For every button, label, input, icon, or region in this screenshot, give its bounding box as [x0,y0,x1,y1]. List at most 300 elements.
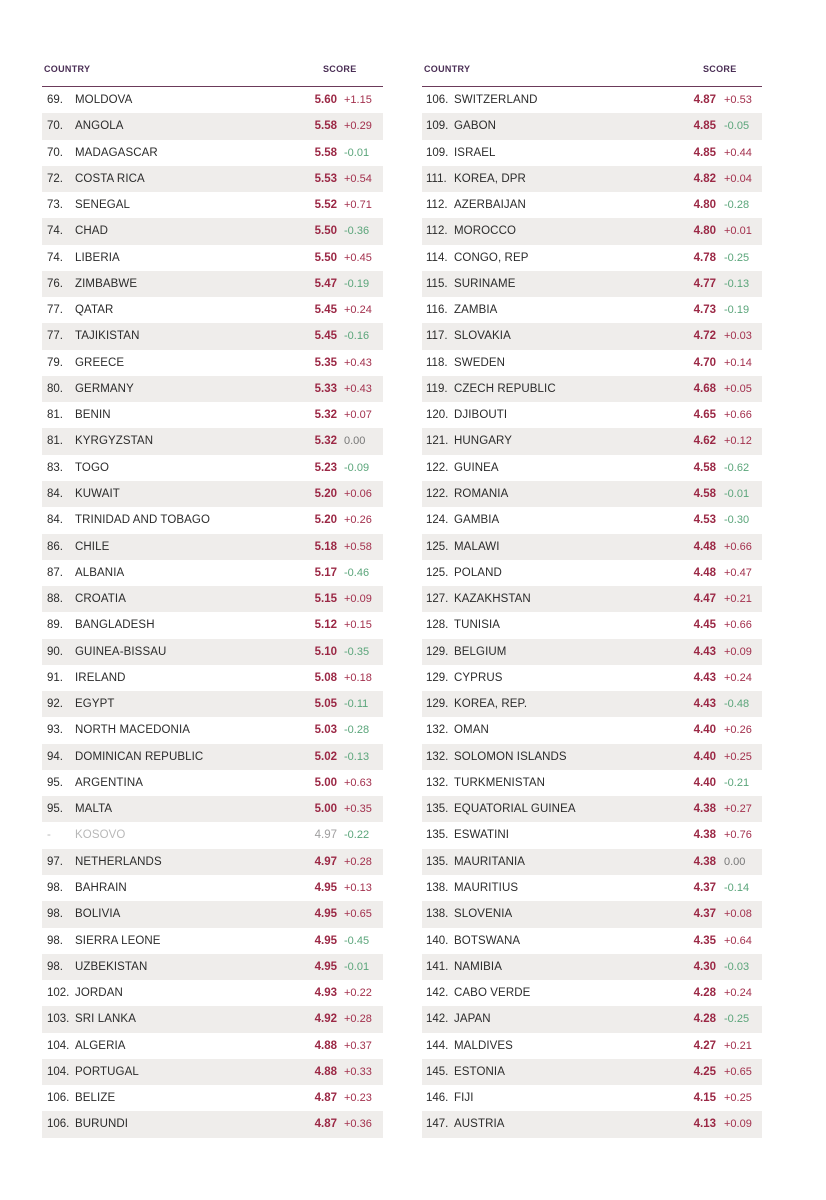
table-row [42,297,383,323]
country-name: BOLIVIA [75,908,121,921]
country-name: PORTUGAL [75,1065,139,1078]
rank-cell: 112. [426,199,448,212]
score-change: +0.25 [724,750,752,763]
country-name: AUSTRIA [454,1118,505,1131]
score-value: 4.28 [693,1013,716,1026]
score-change: +0.35 [344,803,372,816]
score-value: 5.23 [314,461,337,474]
table-row [422,481,762,507]
country-name: TURKMENISTAN [454,776,546,789]
score-change: +0.13 [344,881,372,894]
rank-cell: 138. [426,908,449,921]
table-row [42,271,383,297]
country-name: SLOVENIA [454,908,513,921]
rank-cell: 102. [47,987,70,1000]
table-row [42,192,383,218]
rank-cell: 77. [47,304,63,317]
score-value: 4.80 [693,225,716,238]
score-change: +0.36 [344,1118,372,1131]
score-value: 4.73 [693,304,716,317]
score-value: 5.08 [314,671,337,684]
score-value: 4.40 [693,724,716,737]
score-change: +0.65 [724,1065,752,1078]
score-value: 4.35 [693,934,716,947]
rank-cell: 144. [426,1039,449,1052]
table-row [42,849,383,875]
table-row [422,402,762,428]
country-name: KAZAKHSTAN [454,593,531,606]
table-row [422,586,762,612]
table-row [42,376,383,402]
score-change: +0.28 [344,1013,372,1026]
table-row [42,901,383,927]
table-row [42,507,383,533]
score-value: 4.38 [693,803,716,816]
score-change: +0.28 [344,855,372,868]
rank-cell: 91. [47,671,63,684]
score-change: 0.00 [344,435,366,448]
country-name: DJIBOUTI [454,409,508,422]
score-change: -0.21 [724,776,750,789]
table-row [42,928,383,954]
score-change: -0.03 [724,960,750,973]
score-change: +0.03 [724,330,752,343]
rank-cell: 132. [426,724,449,737]
table-row [422,192,762,218]
country-name: KOREA, REP. [454,698,528,711]
ranking-column-left [42,60,383,1138]
score-value: 5.15 [314,593,337,606]
score-value: 5.00 [314,803,337,816]
score-change: -0.35 [344,645,370,658]
table-row [422,534,762,560]
score-change: +0.08 [724,908,752,921]
table-row [42,166,383,192]
rank-cell: 87. [47,566,63,579]
rank-cell: 142. [426,987,449,1000]
country-name: SRI LANKA [75,1013,136,1026]
table-row [422,717,762,743]
country-name: KOREA, DPR [454,172,526,185]
table-row [42,1111,383,1137]
table-row [422,560,762,586]
rank-cell: 116. [426,304,448,317]
country-name: CHILE [75,540,110,553]
table-row [422,218,762,244]
rank-cell: 74. [47,251,63,264]
table-row [422,1006,762,1032]
country-name: ESTONIA [454,1065,505,1078]
score-change: +0.63 [344,776,372,789]
score-value: 5.02 [314,750,337,763]
rank-cell: 122. [426,487,449,500]
score-value: 4.85 [693,146,716,159]
country-name: NORTH MACEDONIA [75,724,191,737]
score-change: +0.37 [344,1039,372,1052]
rank-cell: 88. [47,593,63,606]
table-row [422,507,762,533]
score-value: 5.45 [314,304,337,317]
score-value: 4.15 [693,1092,716,1105]
score-value: 4.37 [693,908,716,921]
rank-cell: 98. [47,960,63,973]
rank-cell: 135. [426,829,449,842]
table-row [422,796,762,822]
score-value: 5.32 [314,409,337,422]
country-name: GABON [454,120,497,133]
rank-cell: 129. [426,698,449,711]
rank-cell: 140. [426,934,449,947]
score-value: 5.35 [314,356,337,369]
score-value: 4.78 [693,251,716,264]
country-name: TOGO [75,461,110,474]
rank-cell: 145. [426,1065,449,1078]
table-row [422,455,762,481]
rank-cell: 104. [47,1039,70,1052]
score-value: 4.77 [693,277,716,290]
score-value: 5.32 [314,435,337,448]
score-value: 4.25 [693,1065,716,1078]
score-value: 4.93 [314,987,337,1000]
score-value: 5.53 [314,172,337,185]
score-value: 4.65 [693,409,716,422]
score-value: 4.27 [693,1039,716,1052]
ranking-list-right [422,87,762,1138]
rank-cell: 72. [47,172,63,185]
rank-cell: 115. [426,277,448,290]
country-name: MOROCCO [454,225,517,238]
country-name: SIERRA LEONE [75,934,161,947]
country-name: AZERBAIJAN [454,199,526,212]
score-change: -0.30 [724,514,750,527]
rank-cell: 135. [426,803,449,816]
country-name: COSTA RICA [75,172,145,185]
score-value: 4.13 [693,1118,716,1131]
rank-cell: 92. [47,698,63,711]
table-row [422,770,762,796]
rank-cell: 104. [47,1065,70,1078]
score-change: +0.15 [344,619,372,632]
score-value: 4.95 [314,934,337,947]
score-value: 5.60 [314,94,337,106]
score-change: -0.46 [344,566,370,579]
score-change: -0.28 [344,724,370,737]
score-change: -0.16 [344,330,370,343]
score-change: +0.66 [724,619,752,632]
rank-cell: 111. [426,172,447,185]
score-value: 4.38 [693,855,716,868]
country-name: DOMINICAN REPUBLIC [75,750,204,763]
score-change: +0.76 [724,829,752,842]
country-name: QATAR [75,304,114,317]
table-row [422,1111,762,1137]
table-row [422,323,762,349]
country-name: UZBEKISTAN [75,960,148,973]
score-value: 4.70 [693,356,716,369]
rank-cell: 119. [426,382,448,395]
country-name: MALTA [75,803,113,816]
score-value: 4.38 [693,829,716,842]
score-change: +0.44 [724,146,752,159]
country-name: IRELAND [75,671,126,684]
table-row [42,744,383,770]
country-name: EGYPT [75,698,115,711]
rank-cell: 129. [426,645,449,658]
score-change: -0.13 [724,277,750,290]
country-name: NAMIBIA [454,960,502,973]
country-name: ALBANIA [75,566,125,579]
score-change: +0.09 [724,1118,752,1131]
score-value: 4.62 [693,435,716,448]
country-name: CABO VERDE [454,987,531,1000]
score-change: +0.29 [344,120,372,133]
score-change: -0.25 [724,1013,750,1026]
score-change: -0.01 [344,960,370,973]
score-change: +0.14 [724,356,752,369]
country-name: BELIZE [75,1092,116,1105]
score-value: 5.33 [314,382,337,395]
score-column-header: SCORE [703,64,737,74]
table-row [42,560,383,586]
rank-cell: 84. [47,514,63,527]
country-name: ROMANIA [454,487,509,500]
score-value: 5.10 [314,645,337,658]
score-change: +0.64 [724,934,752,947]
score-value: 5.20 [314,514,337,527]
score-change: +0.43 [344,382,372,395]
country-name: CONGO, REP [454,251,529,264]
table-row [422,1059,762,1085]
score-value: 4.48 [693,540,716,553]
score-change: +0.05 [724,382,752,395]
score-value: 4.43 [693,671,716,684]
country-name: CHAD [75,225,108,238]
table-row [42,770,383,796]
country-name: HUNGARY [454,435,512,448]
score-value: 4.87 [314,1118,337,1131]
score-value: 4.80 [693,199,716,212]
table-row [422,875,762,901]
score-value: 4.47 [693,593,716,606]
rank-cell: 97. [47,855,63,868]
score-change: -0.62 [724,461,750,474]
country-name: MOLDOVA [75,94,133,106]
rank-cell: 117. [426,330,448,343]
rank-cell: 127. [426,593,449,606]
score-value: 4.95 [314,908,337,921]
score-change: +0.12 [724,435,752,448]
country-name: GAMBIA [454,514,500,527]
country-name: JAPAN [454,1013,491,1026]
score-change: -0.36 [344,225,370,238]
rank-cell: 94. [47,750,63,763]
score-value: 4.95 [314,881,337,894]
score-change: +0.53 [724,94,752,106]
score-change: +0.43 [344,356,372,369]
score-change: +0.66 [724,409,752,422]
country-name: CYPRUS [454,671,503,684]
score-value: 5.20 [314,487,337,500]
rank-cell: 70. [47,120,63,133]
country-name: MAURITANIA [454,855,526,868]
table-row [422,744,762,770]
score-value: 4.97 [314,855,337,868]
country-name: MADAGASCAR [75,146,158,159]
score-value: 5.58 [314,146,337,159]
score-change: +0.24 [344,304,372,317]
table-row [42,1006,383,1032]
score-change: +0.04 [724,172,752,185]
rank-cell: 106. [47,1118,70,1131]
rank-cell: 69. [47,94,63,106]
rank-cell: 124. [426,514,449,527]
score-change: +0.47 [724,566,752,579]
rank-cell: 98. [47,908,63,921]
country-name: MALAWI [454,540,500,553]
rank-cell: 135. [426,855,449,868]
score-change: -0.25 [724,251,750,264]
rank-cell: 77. [47,330,63,343]
table-row [42,717,383,743]
score-value: 4.58 [693,487,716,500]
score-value: 5.05 [314,698,337,711]
score-change: +0.23 [344,1092,372,1105]
table-row [422,901,762,927]
country-name: KOSOVO [75,829,126,842]
score-value: 4.82 [693,172,716,185]
country-name: SWITZERLAND [454,94,538,106]
rank-cell: - [47,829,51,842]
rank-cell: 76. [47,277,63,290]
country-name: MALDIVES [454,1039,513,1052]
table-row [42,218,383,244]
table-row [422,140,762,166]
country-name: SURINAME [454,277,516,290]
country-name: ARGENTINA [75,776,143,789]
table-row [422,691,762,717]
rank-cell: 141. [426,960,449,973]
country-column-header: COUNTRY [44,64,91,74]
ranking-column-right [422,60,762,1138]
score-change: +0.26 [344,514,372,527]
country-name: ISRAEL [454,146,496,159]
country-name: LIBERIA [75,251,120,264]
table-row [42,87,383,113]
score-value: 5.45 [314,330,337,343]
table-row [42,954,383,980]
score-change: +0.65 [344,908,372,921]
table-row [422,665,762,691]
rank-cell: 79. [47,356,63,369]
rank-cell: 106. [47,1092,70,1105]
score-change: +0.26 [724,724,752,737]
score-column-header: SCORE [323,64,357,74]
score-change: -0.05 [724,120,750,133]
country-name: MAURITIUS [454,881,519,894]
table-row [42,455,383,481]
score-change: +0.54 [344,172,372,185]
country-name: SOLOMON ISLANDS [454,750,567,763]
score-change: -0.13 [344,750,370,763]
table-row [422,297,762,323]
rank-cell: 146. [426,1092,449,1105]
rank-cell: 90. [47,645,63,658]
rank-cell: 106. [426,94,449,106]
rank-cell: 95. [47,776,63,789]
country-name: EQUATORIAL GUINEA [454,803,576,816]
score-value: 5.58 [314,120,337,133]
score-change: +0.07 [344,409,372,422]
score-change: +0.06 [344,487,372,500]
rank-cell: 132. [426,750,449,763]
country-name: GERMANY [75,382,134,395]
score-value: 4.48 [693,566,716,579]
table-row [42,481,383,507]
country-name: ZAMBIA [454,304,498,317]
rank-cell: 74. [47,225,63,238]
table-row [422,639,762,665]
score-value: 5.50 [314,225,337,238]
score-value: 4.95 [314,960,337,973]
table-header [42,60,383,87]
table-row [42,323,383,349]
score-change: +0.27 [724,803,752,816]
score-change: 0.00 [724,855,746,868]
score-value: 4.53 [693,514,716,527]
rank-cell: 129. [426,671,449,684]
country-name: NETHERLANDS [75,855,162,868]
table-row [422,376,762,402]
score-change: +0.09 [344,593,372,606]
score-change: +0.22 [344,987,372,1000]
score-change: -0.28 [724,199,750,212]
country-name: BENIN [75,409,111,422]
rank-cell: 109. [426,120,449,133]
score-change: +0.09 [724,645,752,658]
score-change: +0.71 [344,199,372,212]
score-change: -0.09 [344,461,370,474]
country-name: BOTSWANA [454,934,521,947]
table-row [422,87,762,113]
score-change: +0.21 [724,593,752,606]
country-name: BANGLADESH [75,619,155,632]
rank-cell: 98. [47,881,63,894]
rank-cell: 128. [426,619,449,632]
score-change: +0.33 [344,1065,372,1078]
score-value: 5.18 [314,540,337,553]
table-row [422,350,762,376]
rank-cell: 89. [47,619,63,632]
score-change: +0.25 [724,1092,752,1105]
rank-cell: 132. [426,776,449,789]
score-change: -0.01 [344,146,370,159]
score-value: 4.68 [693,382,716,395]
rank-cell: 122. [426,461,449,474]
rank-cell: 81. [47,409,63,422]
rank-cell: 147. [426,1118,449,1131]
table-row [422,849,762,875]
score-value: 4.40 [693,750,716,763]
score-value: 5.03 [314,724,337,737]
score-change: -0.19 [724,304,750,317]
score-change: -0.45 [344,934,370,947]
table-row [42,140,383,166]
score-value: 4.85 [693,120,716,133]
score-value: 4.28 [693,987,716,1000]
country-name: ALGERIA [75,1039,126,1052]
ranking-list-left [42,87,383,1138]
score-change: -0.48 [724,698,750,711]
